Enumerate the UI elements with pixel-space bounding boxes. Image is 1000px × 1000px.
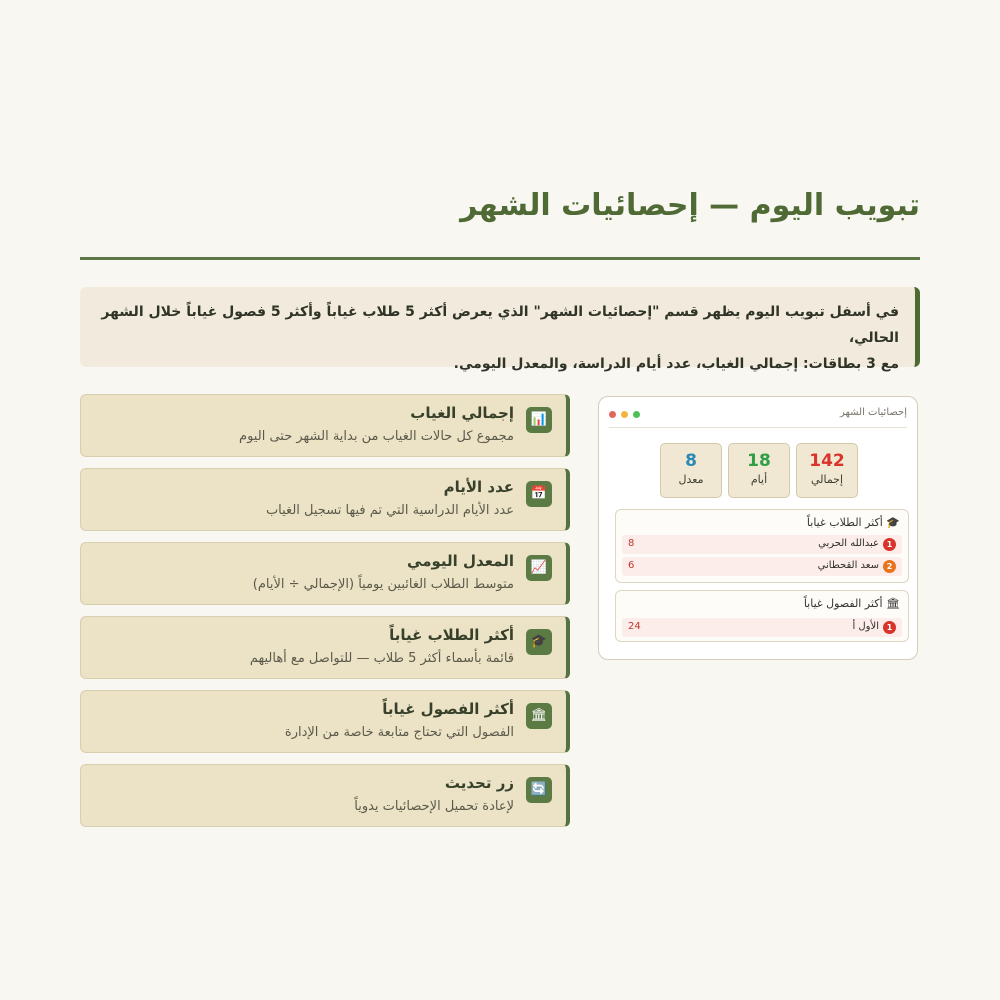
calendar-icon: 📅 <box>526 481 552 507</box>
title-divider <box>80 257 920 260</box>
feature-title: زر تحديث <box>444 774 514 792</box>
rank-badge: 1 <box>883 621 896 634</box>
trend-chart-icon: 📈 <box>526 555 552 581</box>
feature-title: إجمالي الغياب <box>410 404 514 422</box>
maximize-dot-icon <box>633 411 640 418</box>
stat-value-days: 18 <box>747 451 771 471</box>
top-classes-list <box>615 590 909 642</box>
stat-value-average: 8 <box>685 451 697 471</box>
refresh-icon: 🔄 <box>526 777 552 803</box>
bar-chart-icon: 📊 <box>526 407 552 433</box>
feature-title: أكثر الطلاب غياباً <box>389 626 514 644</box>
feature-title: أكثر الفصول غياباً <box>382 700 514 718</box>
class-name: الأول أ <box>852 621 879 632</box>
top-students-header <box>807 516 900 529</box>
stat-card-days <box>728 443 790 498</box>
feature-description: عدد الأيام الدراسية التي تم فيها تسجيل الغياب <box>265 503 514 518</box>
feature-description: قائمة بأسماء أكثر 5 طلاب — للتواصل مع أهاليهم <box>249 651 514 666</box>
minimize-dot-icon <box>621 411 628 418</box>
feature-title: عدد الأيام <box>443 478 514 496</box>
list-item <box>622 557 902 576</box>
top-students-list <box>615 509 909 583</box>
intro-text-line-2: مع 3 بطاقات: إجمالي الغياب، عدد أيام الدراسة، والمعدل اليومي. <box>453 356 899 372</box>
building-icon: 🏛 <box>526 703 552 729</box>
feature-description: لإعادة تحميل الإحصائيات يدوياً <box>354 799 514 814</box>
stat-value-total: 142 <box>809 451 845 471</box>
feature-description: الفصول التي تحتاج متابعة خاصة من الإدارة <box>284 725 514 740</box>
absence-count: 6 <box>628 560 635 571</box>
intro-callout <box>80 287 920 372</box>
top-students-title: أكثر الطلاب غياباً <box>806 516 883 529</box>
feature-list <box>80 394 570 838</box>
intro-text-line-1: في أسفل تبويب اليوم يظهر قسم "إحصائيات الشهر" الذي يعرض أكثر 5 طلاب غياباً وأكثر 5 فصول غياباً خلال الشهر الحالي، <box>101 304 899 346</box>
monthly-stats-preview <box>598 396 918 660</box>
window-title: إحصائيات الشهر <box>840 407 907 418</box>
rank-badge: 1 <box>883 538 896 551</box>
list-item <box>622 618 902 637</box>
feature-description: مجموع كل حالات الغياب من بداية الشهر حتى اليوم <box>239 429 514 444</box>
absence-count: 8 <box>628 538 635 549</box>
window-title-bar <box>609 405 907 428</box>
building-icon: 🏛 <box>886 597 900 610</box>
graduation-cap-icon: 🎓 <box>526 629 552 655</box>
feature-card-refresh-button <box>80 764 570 827</box>
feature-card-daily-average <box>80 542 570 605</box>
feature-title: المعدل اليومي <box>407 552 514 570</box>
rank-badge: 2 <box>883 560 896 573</box>
top-classes-title: أكثر الفصول غياباً <box>803 597 883 610</box>
stat-card-total <box>796 443 858 498</box>
absence-count: 24 <box>628 621 641 632</box>
feature-card-top-classes <box>80 690 570 753</box>
stat-label-average: معدل <box>678 473 704 486</box>
graduation-cap-icon: 🎓 <box>886 516 900 529</box>
student-name: سعد القحطاني <box>817 560 879 571</box>
page-title: تبويب اليوم — إحصائيات الشهر <box>460 188 920 223</box>
list-item <box>622 535 902 554</box>
stat-card-average <box>660 443 722 498</box>
stat-label-total: إجمالي <box>810 473 844 486</box>
feature-card-total-absence <box>80 394 570 457</box>
student-name: عبدالله الحربي <box>818 538 879 549</box>
feature-description: متوسط الطلاب الغائبين يومياً (الإجمالي ÷ الأيام) <box>252 577 514 592</box>
close-dot-icon <box>609 411 616 418</box>
stat-label-days: أيام <box>750 473 768 486</box>
feature-card-top-students <box>80 616 570 679</box>
top-classes-header <box>804 597 900 610</box>
feature-card-days-count <box>80 468 570 531</box>
